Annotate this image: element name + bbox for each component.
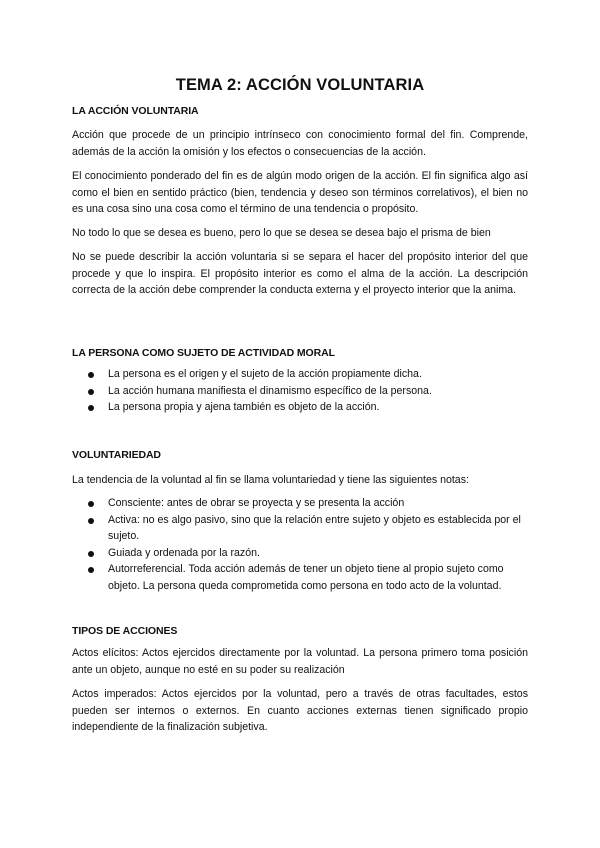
list-item: Autorreferencial. Toda acción además de tener un objeto tiene al propio sujeto como objeto. La persona queda comprometida como persona en todo acto de la voluntad.	[72, 561, 528, 594]
section-heading-persona: LA PERSONA COMO SUJETO DE ACTIVIDAD MORAL	[72, 347, 335, 359]
list-item: La acción humana manifiesta el dinamismo específico de la persona.	[72, 383, 528, 400]
bullet-icon	[88, 518, 94, 524]
list-item: Consciente: antes de obrar se proyecta y se presenta la acción	[72, 495, 528, 512]
list-item: La persona es el origen y el sujeto de la acción propiamente dicha.	[72, 366, 528, 383]
list-item: Activa: no es algo pasivo, sino que la relación entre sujeto y objeto es establecida por el sujeto.	[72, 512, 528, 545]
paragraph: Actos elícitos: Actos ejercidos directamente por la voluntad. La persona primero toma posición ante un objeto, aunque no esté en su poder su realización	[72, 647, 528, 676]
bullet-icon	[88, 405, 94, 411]
voluntariedad-list	[72, 495, 528, 594]
paragraph: El conocimiento ponderado del fin es de algún modo origen de la acción. El fin significa algo así como el bien en sentido práctico (bien, tendencia y deseo son términos correlativos), el bien no es una cosa sino una cosa como el término de una tendencia o propósito.	[72, 170, 528, 215]
paragraph: No todo lo que se desea es bueno, pero lo que se desea se desea bajo el prisma de bien	[72, 227, 491, 239]
bullet-icon	[88, 551, 94, 557]
section-heading-voluntariedad: VOLUNTARIEDAD	[72, 449, 161, 461]
list-item: Guiada y ordenada por la razón.	[72, 545, 528, 562]
section-heading-tipos: TIPOS DE ACCIONES	[72, 625, 178, 637]
persona-list	[72, 366, 528, 416]
page-title: TEMA 2: ACCIÓN VOLUNTARIA	[175, 76, 425, 94]
bullet-icon	[88, 372, 94, 378]
paragraph: Acción que procede de un principio intrínseco con conocimiento formal del fin. Comprende, además de la acción la omisión y los efectos o consecuencias de la acción.	[72, 129, 528, 158]
bullet-icon	[88, 567, 94, 573]
paragraph: No se puede describir la acción voluntaria si se separa el hacer del propósito interior del que procede y que lo inspira. El propósito interior es como el alma de la acción. La descripción correcta de la acción debe comprender la conducta externa y el proyecto interior que la anima.	[72, 251, 528, 296]
paragraph: La tendencia de la voluntad al fin se llama voluntariedad y tiene las siguientes notas:	[72, 474, 469, 486]
bullet-icon	[88, 501, 94, 507]
list-item: La persona propia y ajena también es objeto de la acción.	[72, 399, 528, 416]
bullet-icon	[88, 389, 94, 395]
section-heading-accion-voluntaria: LA ACCIÓN VOLUNTARIA	[72, 105, 199, 117]
paragraph: Actos imperados: Actos ejercidos por la voluntad, pero a través de otras facultades, estos pueden ser internos o externos. En cuanto acciones externas tienen significado propio independiente de la finalización subjetiva.	[72, 688, 528, 733]
